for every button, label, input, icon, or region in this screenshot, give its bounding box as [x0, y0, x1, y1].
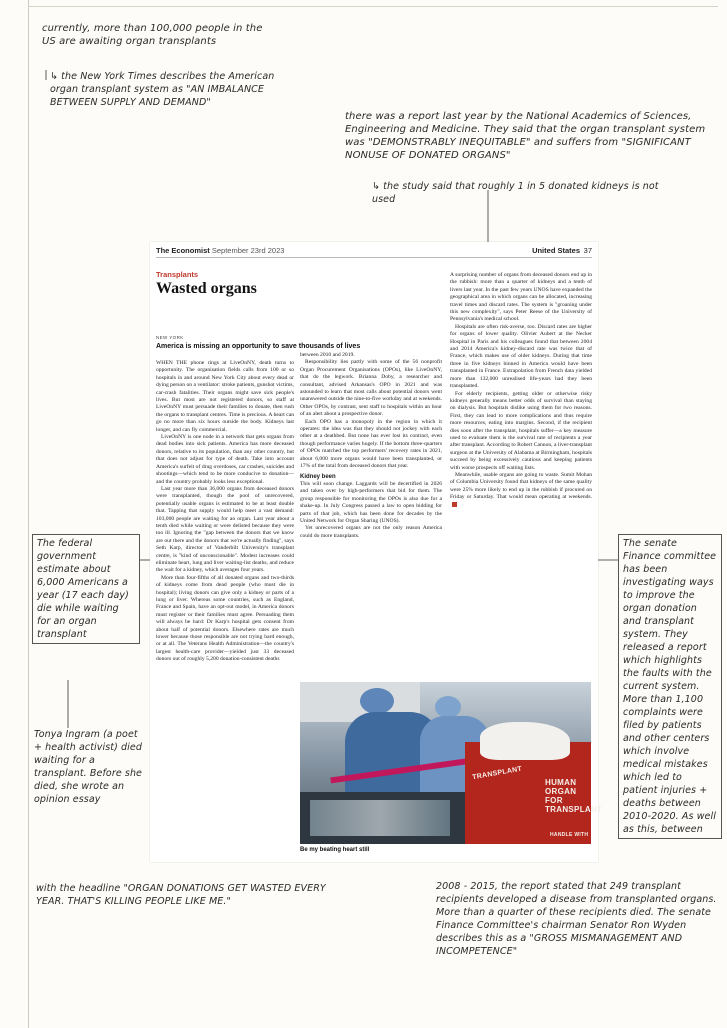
article-dateline: NEW YORK [156, 335, 184, 340]
paragraph: Yet unrecovered organs are not the only reason America could do more transplants. [300, 525, 442, 539]
crate-label-transplant: TRANSPLANT [471, 765, 523, 782]
note-tonya-ingram: Tonya Ingram (a poet + health activist) died waiting for a transplant. Before she died, she wrote an opinion essay [34, 729, 143, 805]
paragraph: For elderly recipients, getting older or otherwise risky kidneys generally means better odds of survival than staying on dialysis. But hospitals dislike using them for two reasons. First, they can lead to more complications and thus require more resources, eating into margins. Second, if the recipient dies soon after the transplant, hospitals suffer—a key measure used to evaluate them is the survival rate of recipients a year after transplant. According to Robert Cannon, a liver-transplant surgeon at the University of Alabama at Birmingham, hospitals succeed by being excessively cautious and keeping patients with worse prospects off waiting lists. [450, 390, 592, 471]
paragraph: WHEN THE phone rings at LiveOnNY, death turns to opportunity. The organisation fields calls from 100 or so hospitals in and around New York City about every dead or dying person on a ventilator: stroke patients, gunshot victims, car-crash fatalities. Their organs might save sick people's lives. But most are not registered donors, so staff at LiveOnNY must persuade their families to donate, then rush the organs to transplant centres. Time is precious. A heart can go no more than six hours outside the body. Kidneys last longer, and can fly commercial. [156, 360, 294, 433]
paragraph: Meanwhile, usable organs are going to waste. Sumit Mohan of Columbia University found that kidneys of the same quality were 25% more likely to end up in the rubbish if procured on Friday or Saturday. That would mean operating at weekends. [450, 471, 592, 501]
paragraph: More than four-fifths of all donated organs and two-thirds of kidneys come from dead people (who must die in hospital); living donors can give only a kidney or parts of a lung or liver. Whereas some countries, such as England, France and Spain, have an opt-out model, in America donors must register or their families must agree. Persuading them will always be hard: Dr Karp's hospital gets consent from about half of potential donors. Elsewhere rates are much lower because those responsible are not trying hard enough, or at all. The Veterans Health Administration—the country's largest health-care provider—yielded just 33 deceased donors out of roughly 5,200 donation-consistent deaths [156, 574, 294, 663]
paragraph: Hospitals are often risk-averse, too. Discard rates are higher for organs of lower quality. Olivier Aubert at the Necker Hospital in Paris and his colleagues found that between 2004 and 2014 America's kidney-discard rate was twice that of France, which makes use of older kidneys. During that time three in five kidneys binned in America would have been transplanted in France. Extrapolation from French data yielded more than 132,000 unrealised life-years had they been transplanted. [450, 323, 592, 390]
paragraph: between 2010 and 2019. [300, 352, 355, 358]
note-national-academies: there was a report last year by the National Academics of Sciences, Engineering and Medicine. They said that the organ transplant system was "DEMONSTRABLY INEQUITABLE" and suffers from "SIGNIFICANT NONUSE OF DONATED ORGANS" [345, 111, 706, 161]
note-senate-finance: The senate Finance committee has been investigating ways to improve the organ donation and transplant system. They released a report which highlights the faults with the current system. More than 1,100 complaints were filed by patients and other centers which involve medical mistakes which led to patient injuries + deaths between 2010-2020. As well as this, between [618, 534, 722, 839]
paragraph: LiveOnNY is one node in a network that gets organs from dead bodies into sick patients. America has more deceased donors, relative to its population, than any other country, but that does not adjust for type of death. Take into account America's surfeit of drug overdoses, car crashes, suicides and shootings—which tend to be more conducive to donation—and the country probably looks less exceptional. [156, 434, 294, 485]
article-header [156, 244, 592, 258]
article-standfirst: America is missing an opportunity to save thousands of lives [156, 343, 361, 350]
note-essay-headline: with the headline "ORGAN DONATIONS GET WASTED EVERY YEAR. THAT'S KILLING PEOPLE LIKE ME." [36, 883, 326, 907]
paragraph: Responsibility lies partly with some of the 56 nonprofit Organ Procurement Organisations (OPOs), like LiveOnNY, that do the legwork. Brianna Doby, a researcher and consultant, advised Arkansas's OPO in 2021 and was astounded to learn that most calls about potential donors went unanswered outside the nine-to-five workday and at weekends. Other OPOs, by contrast, sent staff to hospitals within an hour of an alert about a prospective donor. [300, 359, 442, 418]
article-column-1 [156, 360, 294, 664]
article-photo [300, 682, 603, 844]
issue-date: September 23rd 2023 [211, 246, 285, 255]
surgeon-figure [360, 688, 394, 714]
page-number: 37 [583, 246, 592, 255]
note-nyt: ↳ the New York Times describes the American organ transplant system as "AN IMBALANCE BETWEEN SUPPLY AND DEMAND" [50, 71, 275, 108]
photo-caption: Be my beating heart still [300, 847, 370, 853]
note-federal-estimate: The federal government estimate about 6,000 Americans a year (17 each day) die while waiting for an organ transplant [32, 534, 140, 644]
note-waiting-count: currently, more than 100,000 people in the US are awaiting organ transplants [42, 23, 263, 47]
paragraph: This will soon change. Laggards will be decertified in 2026 and taken over by high-performers that bid for them. The group responsible for monitoring the OPOs is also due for a shake-up. In July Congress passed a law to open bidding for parts of that job, which has been done for decades by the United Network for Organ Sharing (UNOS). [300, 480, 442, 524]
paragraph: Each OPO has a monopoly in the region in which it operates: the idea was that they should not jockey with each other at a deathbed. But none has ever lost its contract, even though performance varies hugely. If the bottom three-quarters of OPOs matched the top performers' recovery rates in 2021, about 6,000 more organs would have been transplanted, or 17% of the total from deceased donors that year. [300, 418, 442, 470]
section-name: United States [532, 246, 580, 255]
paragraph-last [450, 472, 592, 510]
paragraph: A surprising number of organs from deceased donors end up in the rubbish: more than a quarter of kidneys and a tenth of livers last year. In the past few years UNOS have expanded the geographical area in which organs can be allocated, increasing travel times and discard rates. The system is "groaning under this new complexity", says Peter Reese of the University of Pennsylvania's medical school. [450, 272, 592, 323]
crate-label-human-organ: HUMAN ORGAN FOR TRANSPLANT [545, 778, 603, 814]
paragraph: Last year more than 36,000 organs from deceased donors were transplanted, though the pool of unrecovered, potentially usable organs is estimated to be at least double that. Tapping that supply would help meet a vast demand: 103,000 people are waiting for an organ. Last year about a tenth died while waiting or were delisted because they were too ill. Ignoring the "gap between the donors that we know are out there and the donors that we're actually finding", says Seth Karp, director of Vanderbilt University's transplant centre, is "kind of unconscionable". Modest increases could eliminate heart, lung and liver waiting-list deaths, and reduce the wait for a kidney, which averages four years. [156, 485, 294, 574]
note-transplant-disease: 2008 - 2015, the report stated that 249 transplant recipients developed a disease from transplanted organs. More than a quarter of these recipients died. The senate Finance Committee's chairman Senator Ron Wyden describes this as a "GROSS MISMANAGEMENT AND INCOMPETENCE" [436, 881, 717, 957]
article-headline: Wasted organs [156, 280, 257, 297]
publication-name: The Economist [156, 246, 210, 255]
article-rubric: Transplants [156, 270, 199, 279]
end-mark [452, 502, 457, 507]
article-subhead: Kidney been [300, 473, 336, 480]
note-kidneys-unused: ↳ the study said that roughly 1 in 5 donated kidneys is not used [372, 181, 659, 205]
publication-line [156, 246, 284, 255]
crate-label-handle: HANDLE WITH [550, 832, 589, 838]
article-column-3 [450, 272, 592, 510]
article-clipping [150, 242, 603, 862]
article-column-2 [300, 352, 442, 540]
